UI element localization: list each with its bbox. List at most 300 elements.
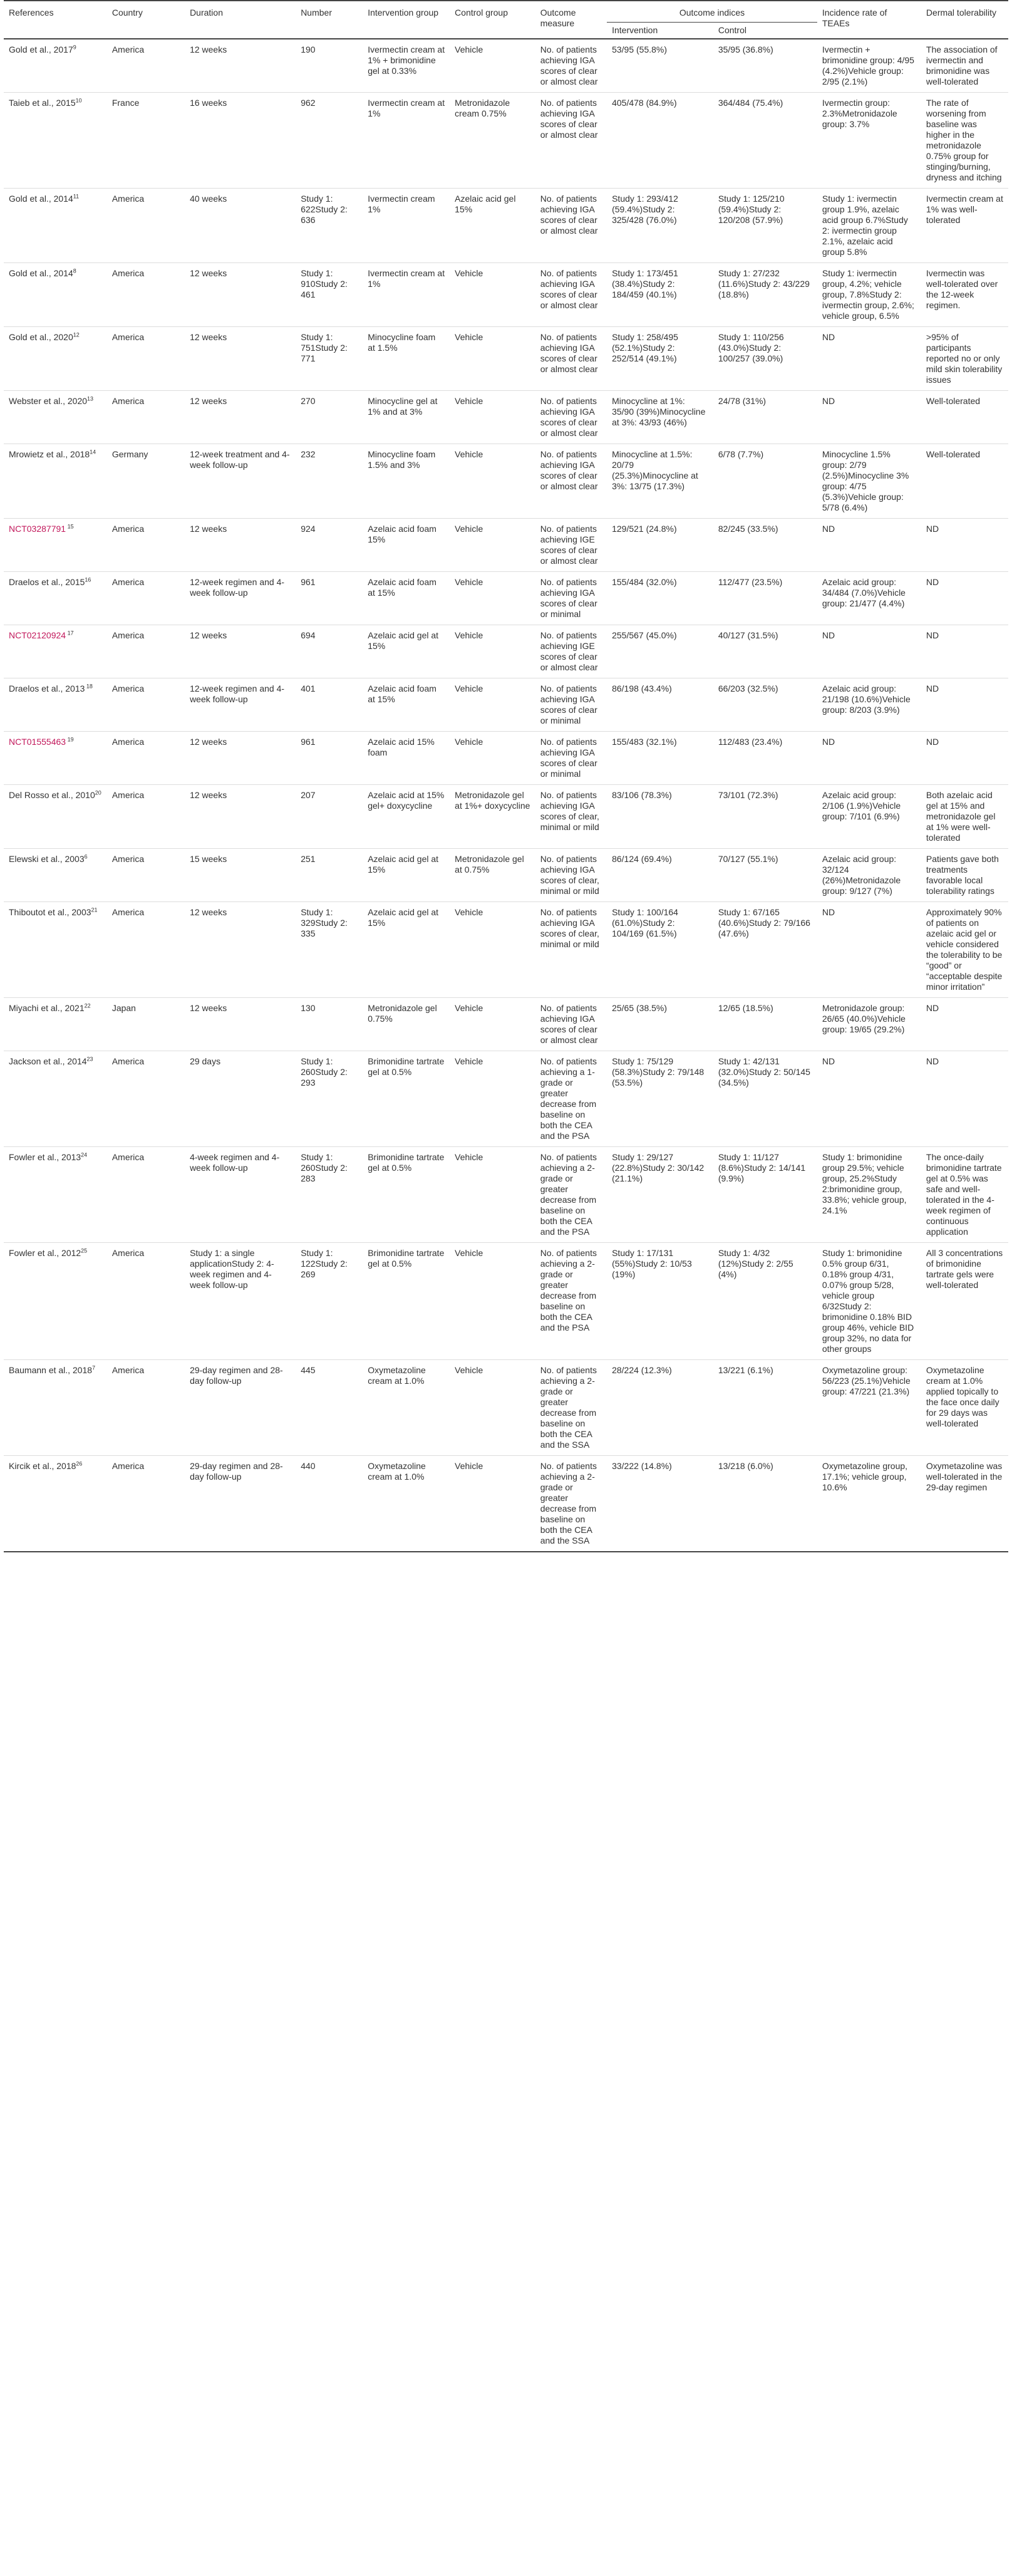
- number-cell: 190: [301, 44, 316, 55]
- intervention-group-cell: Oxymetazoline cream at 1.0%: [368, 1461, 426, 1482]
- control-index-cell: 13/221 (6.1%): [718, 1365, 773, 1375]
- table-row: [4, 93, 1008, 189]
- reference-cell: [4, 444, 107, 519]
- citation-number: 14: [90, 449, 96, 455]
- country-cell: America: [111, 790, 145, 800]
- intervention-index-cell: 28/224 (12.3%): [612, 1365, 672, 1375]
- outcome-measure-cell: No. of patients achieving a 2-grade or greater decrease from baseline on both the CEA and the SSA: [540, 1365, 597, 1450]
- control-index-cell: 13/218 (6.0%): [718, 1461, 773, 1471]
- country-cell: France: [111, 98, 140, 108]
- intervention-index-cell: Minocycline at 1.5%: 20/79 (25.3%)Minocycline at 3%: 13/75 (17.3%): [612, 449, 698, 491]
- outcome-measure-cell: No. of patients achieving IGA scores of clear or almost clear: [540, 332, 598, 374]
- control-group-cell: Metronidazole gel at 1%+ doxycycline: [455, 790, 530, 811]
- control-index-cell: Study 1: 42/131 (32.0%)Study 2: 50/145 (34.5%): [718, 1056, 810, 1088]
- control-group-cell: Vehicle: [455, 1248, 483, 1258]
- reference-text: Baumann et al., 2018: [9, 1365, 93, 1375]
- duration-cell: 29-day regimen and 28-day follow-up: [190, 1365, 283, 1386]
- tolerability-cell: All 3 concentrations of brimonidine tartrate gels were well-tolerated: [926, 1248, 1003, 1290]
- reference-cell: [4, 1147, 107, 1243]
- country-cell: America: [111, 737, 145, 747]
- intervention-index-cell: 155/484 (32.0%): [612, 577, 677, 587]
- teae-cell: ND: [822, 737, 835, 747]
- intervention-group-cell: Oxymetazoline cream at 1.0%: [368, 1365, 426, 1386]
- reference-cell: [4, 263, 107, 327]
- number-cell: 961: [301, 577, 316, 587]
- reference-link[interactable]: NCT01555463: [9, 737, 66, 747]
- control-group-cell: Vehicle: [455, 332, 483, 342]
- teae-cell: Azelaic acid group: 32/124 (26%)Metronidazole group: 9/127 (7%): [822, 854, 901, 896]
- outcome-measure-cell: No. of patients achieving IGA scores of clear or minimal: [540, 683, 597, 725]
- country-cell: America: [111, 1152, 145, 1162]
- intervention-group-cell: Azelaic acid gel at 15%: [368, 630, 439, 651]
- outcome-measure-cell: No. of patients achieving IGA scores of clear or almost clear: [540, 396, 598, 438]
- duration-cell: 12-week regimen and 4-week follow-up: [190, 683, 285, 704]
- outcome-measure-cell: No. of patients achieving a 2-grade or greater decrease from baseline on both the CEA and the PSA: [540, 1152, 597, 1237]
- country-cell: America: [111, 683, 145, 693]
- control-index-cell: 82/245 (33.5%): [718, 524, 778, 534]
- outcome-measure-cell: No. of patients achieving IGA scores of clear or almost clear: [540, 449, 598, 491]
- country-cell: Germany: [111, 449, 148, 459]
- citation-number: 23: [86, 1056, 93, 1062]
- number-cell: 130: [301, 1003, 316, 1013]
- duration-cell: 29 days: [190, 1056, 221, 1066]
- number-cell: Study 1: 122Study 2: 269: [301, 1248, 348, 1279]
- citation-number: 7: [92, 1364, 96, 1371]
- intervention-group-cell: Brimonidine tartrate gel at 0.5%: [368, 1248, 445, 1269]
- citation-number: 15: [66, 523, 74, 530]
- intervention-index-cell: 86/198 (43.4%): [612, 683, 672, 693]
- header-country: Country: [111, 8, 143, 18]
- intervention-index-cell: Study 1: 75/129 (58.3%)Study 2: 79/148 (53.5%): [612, 1056, 705, 1088]
- tolerability-cell: ND: [926, 683, 939, 693]
- duration-cell: 12-week treatment and 4-week follow-up: [190, 449, 290, 470]
- control-group-cell: Vehicle: [455, 1056, 483, 1066]
- tolerability-cell: ND: [926, 524, 939, 534]
- control-index-cell: 364/484 (75.4%): [718, 98, 783, 108]
- table-row: [4, 444, 1008, 519]
- reference-cell: [4, 93, 107, 189]
- outcome-measure-cell: No. of patients achieving IGA scores of clear, minimal or mild: [540, 790, 599, 832]
- reference-cell: [4, 39, 107, 93]
- number-cell: 962: [301, 98, 316, 108]
- duration-cell: 4-week regimen and 4-week follow-up: [190, 1152, 280, 1173]
- reference-cell: [4, 1360, 107, 1456]
- control-group-cell: Vehicle: [455, 396, 483, 406]
- tolerability-cell: The association of ivermectin and brimonidine was well-tolerated: [926, 44, 998, 86]
- tolerability-cell: ND: [926, 1003, 939, 1013]
- country-cell: America: [111, 907, 145, 917]
- tolerability-cell: Ivermectin was well-tolerated over the 12-week regimen.: [926, 268, 998, 310]
- table-row: [4, 327, 1008, 391]
- intervention-index-cell: Study 1: 173/451 (38.4%)Study 2: 184/459 (40.1%): [612, 268, 678, 299]
- table-row: [4, 572, 1008, 625]
- reference-link[interactable]: NCT03287791: [9, 524, 66, 534]
- citation-number: 6: [84, 853, 88, 860]
- reference-text: Draelos et al., 2013: [9, 683, 85, 693]
- intervention-index-cell: 33/222 (14.8%): [612, 1461, 672, 1471]
- intervention-index-cell: 405/478 (84.9%): [612, 98, 677, 108]
- duration-cell: 40 weeks: [190, 194, 227, 204]
- duration-cell: 16 weeks: [190, 98, 227, 108]
- teae-cell: Ivermectin + brimonidine group: 4/95 (4.2%)Vehicle group: 2/95 (2.1%): [822, 44, 914, 86]
- country-cell: America: [111, 44, 145, 55]
- teae-cell: ND: [822, 907, 835, 917]
- control-index-cell: 66/203 (32.5%): [718, 683, 778, 693]
- control-group-cell: Vehicle: [455, 449, 483, 459]
- teae-cell: Azelaic acid group: 21/198 (10.6%)Vehicle group: 8/203 (3.9%): [822, 683, 911, 715]
- control-group-cell: Vehicle: [455, 737, 483, 747]
- citation-number: 8: [73, 267, 76, 274]
- control-index-cell: Study 1: 11/127 (8.6%)Study 2: 14/141 (9.9%): [718, 1152, 806, 1183]
- reference-text: Taieb et al., 2015: [9, 98, 76, 108]
- teae-cell: Oxymetazoline group: 56/223 (25.1%)Vehicle group: 47/221 (21.3%): [822, 1365, 911, 1396]
- country-cell: America: [111, 396, 145, 406]
- number-cell: Study 1: 329Study 2: 335: [301, 907, 348, 938]
- control-index-cell: 112/483 (23.4%): [718, 737, 783, 747]
- header-intervention-group: Intervention group: [368, 8, 439, 18]
- reference-text: Mrowietz et al., 2018: [9, 449, 90, 459]
- tolerability-cell: Well-tolerated: [926, 396, 981, 406]
- number-cell: 270: [301, 396, 316, 406]
- control-index-cell: 112/477 (23.5%): [718, 577, 783, 587]
- control-group-cell: Metronidazole gel at 0.75%: [455, 854, 524, 875]
- reference-text: Jackson et al., 2014: [9, 1056, 87, 1066]
- reference-text: Gold et al., 2014: [9, 268, 73, 278]
- duration-cell: 12 weeks: [190, 396, 227, 406]
- country-cell: America: [111, 524, 145, 534]
- intervention-group-cell: Azelaic acid foam at 15%: [368, 577, 436, 598]
- citation-number: 11: [73, 193, 80, 200]
- table-row: [4, 902, 1008, 998]
- citation-number: 24: [81, 1151, 88, 1158]
- intervention-index-cell: Study 1: 29/127 (22.8%)Study 2: 30/142 (21.1%): [612, 1152, 705, 1183]
- intervention-group-cell: Azelaic acid foam at 15%: [368, 683, 436, 704]
- number-cell: 251: [301, 854, 316, 864]
- control-group-cell: Vehicle: [455, 630, 483, 640]
- citation-number: 22: [84, 1002, 91, 1009]
- country-cell: America: [111, 194, 145, 204]
- country-cell: America: [111, 854, 145, 864]
- intervention-group-cell: Brimonidine tartrate gel at 0.5%: [368, 1056, 445, 1077]
- control-index-cell: Study 1: 110/256 (43.0%)Study 2: 100/257 (39.0%): [718, 332, 784, 363]
- table-row: [4, 625, 1008, 678]
- number-cell: Study 1: 622Study 2: 636: [301, 194, 348, 225]
- intervention-group-cell: Ivermectin cream at 1% + brimonidine gel at 0.33%: [368, 44, 445, 76]
- number-cell: 445: [301, 1365, 316, 1375]
- table-row: [4, 849, 1008, 902]
- tolerability-cell: ND: [926, 1056, 939, 1066]
- reference-text: Gold et al., 2017: [9, 44, 73, 55]
- intervention-index-cell: Study 1: 293/412 (59.4%)Study 2: 325/428 (76.0%): [612, 194, 678, 225]
- control-index-cell: Study 1: 67/165 (40.6%)Study 2: 79/166 (47.6%): [718, 907, 810, 938]
- intervention-group-cell: Azelaic acid foam 15%: [368, 524, 436, 544]
- intervention-index-cell: 86/124 (69.4%): [612, 854, 672, 864]
- table-row: [4, 1243, 1008, 1360]
- number-cell: Study 1: 260Study 2: 283: [301, 1152, 348, 1183]
- control-index-cell: 70/127 (55.1%): [718, 854, 778, 864]
- outcome-measure-cell: No. of patients achieving a 2-grade or greater decrease from baseline on both the CEA and the SSA: [540, 1461, 597, 1545]
- control-group-cell: Vehicle: [455, 44, 483, 55]
- tolerability-cell: Patients gave both treatments favorable local tolerability ratings: [926, 854, 999, 896]
- outcome-measure-cell: No. of patients achieving IGA scores of clear or minimal: [540, 577, 597, 619]
- tolerability-cell: Approximately 90% of patients on azelaic acid gel or vehicle considered the tolerability to be “good” or “acceptable despite minor irritation”: [926, 907, 1003, 992]
- intervention-index-cell: Study 1: 17/131 (55%)Study 2: 10/53 (19%): [612, 1248, 692, 1279]
- teae-cell: Azelaic acid group: 34/484 (7.0%)Vehicle group: 21/477 (4.4%): [822, 577, 906, 608]
- teae-cell: ND: [822, 1056, 835, 1066]
- intervention-group-cell: Ivermectin cream at 1%: [368, 98, 445, 118]
- control-index-cell: 73/101 (72.3%): [718, 790, 778, 800]
- citation-number: 9: [73, 44, 76, 51]
- table-row: [4, 678, 1008, 732]
- control-group-cell: Vehicle: [455, 1365, 483, 1375]
- duration-cell: 12 weeks: [190, 737, 227, 747]
- control-group-cell: Vehicle: [455, 907, 483, 917]
- teae-cell: Azelaic acid group: 2/106 (1.9%)Vehicle group: 7/101 (6.9%): [822, 790, 901, 821]
- header-number: Number: [301, 8, 332, 18]
- country-cell: America: [111, 332, 145, 342]
- table-row: [4, 1360, 1008, 1456]
- table-row: [4, 519, 1008, 572]
- intervention-index-cell: Study 1: 100/164 (61.0%)Study 2: 104/169 (61.5%): [612, 907, 678, 938]
- number-cell: 440: [301, 1461, 316, 1471]
- header-intervention: Intervention: [612, 25, 658, 35]
- duration-cell: 12 weeks: [190, 268, 227, 278]
- number-cell: 401: [301, 683, 316, 693]
- teae-cell: Study 1: brimonidine group 29.5%; vehicle group, 25.2%Study 2:brimonidine group, 33.8%; vehicle group, 24.1%: [822, 1152, 907, 1215]
- teae-cell: Oxymetazoline group, 17.1%; vehicle group, 10.6%: [822, 1461, 908, 1492]
- header-tolerability: Dermal tolerability: [926, 8, 996, 18]
- duration-cell: 12 weeks: [190, 907, 227, 917]
- outcome-measure-cell: No. of patients achieving a 1-grade or greater decrease from baseline on both the CEA and the PSA: [540, 1056, 597, 1141]
- control-group-cell: Vehicle: [455, 268, 483, 278]
- header-outcome-indices: Outcome indices: [607, 1, 817, 23]
- reference-cell: [4, 327, 107, 391]
- duration-cell: 12 weeks: [190, 630, 227, 640]
- outcome-measure-cell: No. of patients achieving IGA scores of clear or almost clear: [540, 1003, 598, 1045]
- reference-cell: [4, 572, 107, 625]
- control-index-cell: Study 1: 4/32 (12%)Study 2: 2/55 (4%): [718, 1248, 793, 1279]
- duration-cell: 12 weeks: [190, 1003, 227, 1013]
- reference-cell: [4, 678, 107, 732]
- country-cell: Japan: [111, 1003, 136, 1013]
- duration-cell: 12 weeks: [190, 332, 227, 342]
- control-group-cell: Vehicle: [455, 1003, 483, 1013]
- reference-cell[interactable]: [4, 625, 107, 678]
- tolerability-cell: Well-tolerated: [926, 449, 981, 459]
- control-index-cell: 12/65 (18.5%): [718, 1003, 773, 1013]
- outcome-measure-cell: No. of patients achieving IGA scores of clear or almost clear: [540, 194, 598, 236]
- outcome-measure-cell: No. of patients achieving IGA scores of clear, minimal or mild: [540, 907, 599, 949]
- header-teae: Incidence rate of TEAEs: [822, 8, 887, 28]
- tolerability-cell: ND: [926, 737, 939, 747]
- duration-cell: 12 weeks: [190, 790, 227, 800]
- intervention-group-cell: Azelaic acid 15% foam: [368, 737, 435, 757]
- tolerability-cell: The once-daily brimonidine tartrate gel at 0.5% was safe and well-tolerated in the 4-week regimen of continuous application: [926, 1152, 1002, 1237]
- number-cell: Study 1: 910Study 2: 461: [301, 268, 348, 299]
- number-cell: 924: [301, 524, 316, 534]
- intervention-group-cell: Azelaic acid gel at 15%: [368, 854, 439, 875]
- citation-number: 20: [95, 789, 101, 796]
- number-cell: 232: [301, 449, 316, 459]
- table-row: [4, 189, 1008, 263]
- reference-text: Gold et al., 2020: [9, 332, 73, 342]
- table-row: [4, 1051, 1008, 1147]
- citation-number: 25: [81, 1247, 88, 1254]
- reference-cell: [4, 1051, 107, 1147]
- intervention-group-cell: Ivermectin cream at 1%: [368, 268, 445, 289]
- outcome-measure-cell: No. of patients achieving IGA scores of clear or almost clear: [540, 268, 598, 310]
- citation-number: 18: [85, 683, 93, 690]
- duration-cell: 12 weeks: [190, 524, 227, 534]
- citation-number: 16: [85, 576, 91, 583]
- intervention-index-cell: Minocycline at 1%: 35/90 (39%)Minocycline at 3%: 43/93 (46%): [612, 396, 706, 427]
- header-duration: Duration: [190, 8, 223, 18]
- control-index-cell: 24/78 (31%): [718, 396, 767, 406]
- reference-cell: [4, 998, 107, 1051]
- reference-cell: [4, 785, 107, 849]
- intervention-group-cell: Ivermectin cream 1%: [368, 194, 435, 214]
- reference-cell: [4, 849, 107, 902]
- reference-cell: [4, 1243, 107, 1360]
- reference-text: Thiboutot et al., 2003: [9, 907, 91, 917]
- control-group-cell: Vehicle: [455, 1152, 483, 1162]
- control-group-cell: Metronidazole cream 0.75%: [455, 98, 510, 118]
- country-cell: America: [111, 1248, 145, 1258]
- teae-cell: Study 1: ivermectin group 1.9%, azelaic acid group 6.7%Study 2: ivermectin group 2.1%, azelaic acid group 5.8%: [822, 194, 908, 257]
- reference-text: Miyachi et al., 2021: [9, 1003, 85, 1013]
- control-index-cell: 6/78 (7.7%): [718, 449, 764, 459]
- outcome-measure-cell: No. of patients achieving IGE scores of clear or almost clear: [540, 524, 598, 566]
- header-outcome-measure: Outcome measure: [540, 8, 576, 28]
- header-references: References: [9, 8, 54, 18]
- country-cell: America: [111, 1056, 145, 1066]
- reference-cell[interactable]: [4, 519, 107, 572]
- country-cell: America: [111, 577, 145, 587]
- reference-text: Fowler et al., 2012: [9, 1248, 81, 1258]
- outcome-measure-cell: No. of patients achieving a 2-grade or greater decrease from baseline on both the CEA and the PSA: [540, 1248, 597, 1332]
- intervention-index-cell: 129/521 (24.8%): [612, 524, 677, 534]
- outcome-measure-cell: No. of patients achieving IGA scores of clear or almost clear: [540, 98, 598, 140]
- table-row: [4, 263, 1008, 327]
- tolerability-cell: Ivermectin cream at 1% was well-tolerated: [926, 194, 1003, 225]
- table-body: [4, 39, 1008, 1552]
- intervention-index-cell: 83/106 (78.3%): [612, 790, 672, 800]
- citation-number: 21: [91, 906, 98, 913]
- control-group-cell: Vehicle: [455, 524, 483, 534]
- teae-cell: ND: [822, 630, 835, 640]
- citation-number: 19: [66, 736, 74, 743]
- reference-cell: [4, 1456, 107, 1552]
- teae-cell: ND: [822, 332, 835, 342]
- number-cell: Study 1: 751Study 2: 771: [301, 332, 348, 363]
- teae-cell: ND: [822, 396, 835, 406]
- table-row: [4, 785, 1008, 849]
- table-row: [4, 1456, 1008, 1552]
- country-cell: America: [111, 1461, 145, 1471]
- intervention-group-cell: Brimonidine tartrate gel at 0.5%: [368, 1152, 445, 1173]
- outcome-measure-cell: No. of patients achieving IGA scores of clear or minimal: [540, 737, 597, 779]
- tolerability-cell: ND: [926, 577, 939, 587]
- control-group-cell: Vehicle: [455, 1461, 483, 1471]
- duration-cell: 29-day regimen and 28-day follow-up: [190, 1461, 283, 1482]
- table-row: [4, 1147, 1008, 1243]
- duration-cell: 12 weeks: [190, 44, 227, 55]
- intervention-index-cell: Study 1: 258/495 (52.1%)Study 2: 252/514 (49.1%): [612, 332, 678, 363]
- outcome-measure-cell: No. of patients achieving IGA scores of clear or almost clear: [540, 44, 598, 86]
- header-row: [4, 1, 1008, 23]
- tolerability-cell: Oxymetazoline cream at 1.0% applied topically to the face once daily for 29 days was well-tolerated: [926, 1365, 999, 1428]
- country-cell: America: [111, 1365, 145, 1375]
- country-cell: America: [111, 630, 145, 640]
- teae-cell: Ivermectin group: 2.3%Metronidazole group: 3.7%: [822, 98, 897, 129]
- tolerability-cell: Oxymetazoline was well-tolerated in the 29-day regimen: [926, 1461, 1003, 1492]
- intervention-group-cell: Azelaic acid gel at 15%: [368, 907, 439, 928]
- outcome-measure-cell: No. of patients achieving IGE scores of clear or almost clear: [540, 630, 598, 672]
- control-index-cell: 35/95 (36.8%): [718, 44, 773, 55]
- intervention-index-cell: 25/65 (38.5%): [612, 1003, 668, 1013]
- table-row: [4, 39, 1008, 93]
- table-row: [4, 732, 1008, 785]
- reference-text: Draelos et al., 2015: [9, 577, 85, 587]
- intervention-group-cell: Azelaic acid at 15% gel+ doxycycline: [368, 790, 445, 811]
- citation-number: 10: [75, 97, 82, 104]
- citation-number: 26: [76, 1460, 83, 1467]
- reference-text: Webster et al., 2020: [9, 396, 88, 406]
- reference-link[interactable]: NCT02120924: [9, 630, 66, 640]
- citation-number: 12: [73, 331, 80, 338]
- number-cell: Study 1: 260Study 2: 293: [301, 1056, 348, 1088]
- tolerability-cell: Both azelaic acid gel at 15% and metronidazole gel at 1% were well-tolerated: [926, 790, 996, 843]
- intervention-group-cell: Metronidazole gel 0.75%: [368, 1003, 437, 1024]
- tolerability-cell: The rate of worsening from baseline was higher in the metronidazole 0.75% group for stinging/burning, dryness and itching: [926, 98, 1002, 182]
- intervention-group-cell: Minocycline foam at 1.5%: [368, 332, 436, 353]
- reference-cell: [4, 189, 107, 263]
- control-group-cell: Vehicle: [455, 683, 483, 693]
- table-row: [4, 998, 1008, 1051]
- reference-cell[interactable]: [4, 732, 107, 785]
- study-table: [4, 0, 1008, 1552]
- intervention-index-cell: 155/483 (32.1%): [612, 737, 677, 747]
- tolerability-cell: ND: [926, 630, 939, 640]
- number-cell: 207: [301, 790, 316, 800]
- reference-cell: [4, 391, 107, 444]
- teae-cell: Metronidazole group: 26/65 (40.0%)Vehicle group: 19/65 (29.2%): [822, 1003, 906, 1034]
- intervention-group-cell: Minocycline gel at 1% and at 3%: [368, 396, 438, 417]
- control-index-cell: Study 1: 125/210 (59.4%)Study 2: 120/208 (57.9%): [718, 194, 785, 225]
- table-row: [4, 391, 1008, 444]
- control-index-cell: 40/127 (31.5%): [718, 630, 778, 640]
- reference-text: Elewski et al., 2003: [9, 854, 85, 864]
- duration-cell: Study 1: a single applicationStudy 2: 4-week regimen and 4-week follow-up: [190, 1248, 274, 1290]
- teae-cell: Minocycline 1.5% group: 2/79 (2.5%)Minocycline 3% group: 4/75 (5.3%)Vehicle group: 5/78 (6.4%): [822, 449, 909, 512]
- reference-text: Fowler et al., 2013: [9, 1152, 81, 1162]
- outcome-measure-cell: No. of patients achieving IGA scores of clear, minimal or mild: [540, 854, 599, 896]
- control-group-cell: Vehicle: [455, 577, 483, 587]
- tolerability-cell: >95% of participants reported no or only mild skin tolerability issues: [926, 332, 1003, 385]
- reference-text: Del Rosso et al., 2010: [9, 790, 95, 800]
- number-cell: 961: [301, 737, 316, 747]
- number-cell: 694: [301, 630, 316, 640]
- country-cell: America: [111, 268, 145, 278]
- citation-number: 13: [87, 395, 94, 402]
- reference-text: Gold et al., 2014: [9, 194, 73, 204]
- reference-cell: [4, 902, 107, 998]
- control-group-cell: Azelaic acid gel 15%: [455, 194, 516, 214]
- control-index-cell: Study 1: 27/232 (11.6%)Study 2: 43/229 (18.8%): [718, 268, 810, 299]
- intervention-index-cell: 255/567 (45.0%): [612, 630, 677, 640]
- teae-cell: Study 1: ivermectin group, 4.2%; vehicle group, 7.8%Study 2: ivermectin group, 2.6%; vehicle group, 6.5%: [822, 268, 914, 321]
- header-control-group: Control group: [455, 8, 508, 18]
